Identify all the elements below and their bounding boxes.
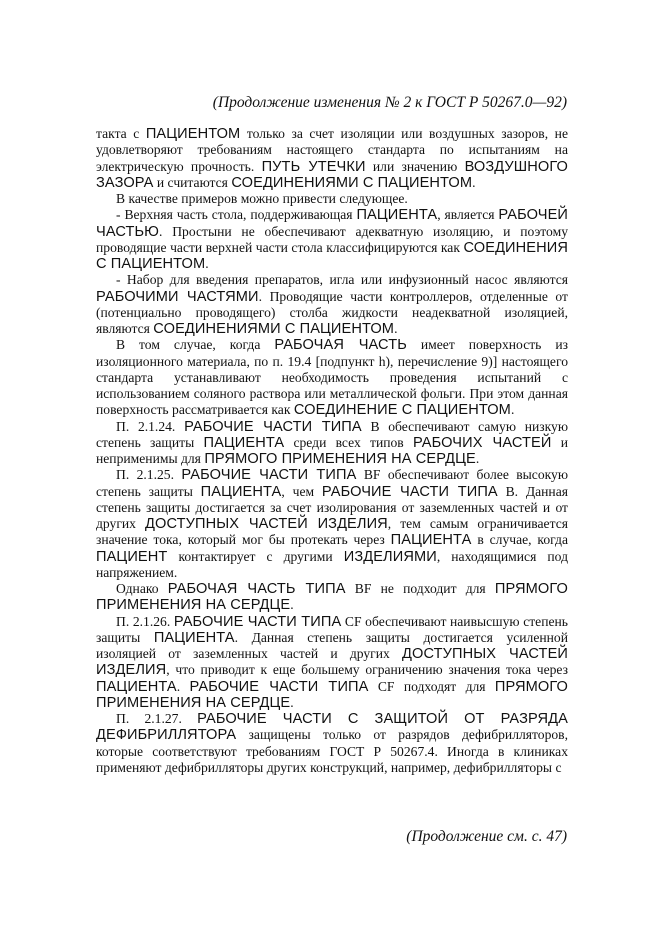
- text-run: имеет поверхность из изоляционного материала, по п. 19.4 [подпункт h), перечисление 9)] настоящего стандарта устанавливают необходимость проведения испытаний с использованием соляного раствора или металлической фольги. При этом данная поверхность рассматривается как: [96, 337, 568, 418]
- defined-term: РАБОЧИЕ ЧАСТИ С ЗАЩИТОЙ ОТ РАЗРЯДА ДЕФИБРИЛЛЯТОРА: [96, 711, 568, 744]
- text-run: .: [510, 402, 515, 418]
- text-run: только за счет изоляции или воздушных зазоров, не удовлетворяют требованиям настоящего стандарта по испытаниям на электрическую прочность.: [96, 126, 568, 174]
- defined-term: РАБОЧИЕ ЧАСТИ ТИПА: [181, 467, 357, 484]
- document-body: [96, 126, 568, 776]
- defined-term: ПАЦИЕНТА: [203, 434, 285, 451]
- text-run: среди всех типов: [284, 434, 413, 450]
- defined-term: РАБОЧИЕ ЧАСТИ ТИПА: [184, 418, 362, 435]
- text-run: в случае, когда: [471, 532, 568, 548]
- text-run: CF подходят для: [368, 678, 495, 694]
- text-run: , тем самым ограничивается значение тока, который мог бы протекать через: [96, 516, 568, 548]
- paragraph: [96, 126, 568, 191]
- text-run: . Проводящие части контроллеров, отделенные от (потенциально проводящего) столба жидкости неадекватной изоляцией, являются: [96, 288, 568, 336]
- text-run: П. 2.1.25.: [116, 467, 182, 483]
- paragraph: [96, 581, 568, 614]
- text-run: .: [472, 174, 476, 190]
- defined-term: РАБОЧИЕ ЧАСТИ ТИПА: [173, 613, 342, 630]
- paragraph: [96, 614, 568, 712]
- text-run: Однако: [116, 581, 168, 596]
- text-run: В обеспечивают самую низкую степень защиты: [96, 418, 568, 450]
- page-footer: (Продолжение см. с. 47): [406, 828, 567, 845]
- defined-term: СОЕДИНЕНИЯ С ПАЦИЕНТОМ: [96, 239, 568, 272]
- text-run: .: [290, 694, 294, 710]
- defined-term: ПАЦИЕНТА: [96, 678, 177, 695]
- paragraph: [96, 467, 568, 581]
- defined-term: РАБОЧАЯ ЧАСТЬ: [274, 337, 407, 354]
- defined-term: РАБОЧАЯ ЧАСТЬ ТИПА: [167, 581, 346, 597]
- text-run: .: [394, 321, 398, 336]
- paragraph: [96, 711, 568, 776]
- defined-term: ПАЦИЕНТА: [356, 207, 438, 224]
- text-run: - Верхняя часть стола, поддерживающая: [116, 207, 357, 223]
- text-run: П. 2.1.27.: [116, 711, 198, 726]
- text-run: . Простыни не обеспечивают адекватную изоляцию, и поэтому проводящие части верхней части стола классифицируются как: [96, 223, 568, 255]
- defined-term: СОЕДИНЕНИЯМИ С ПАЦИЕНТОМ: [153, 321, 395, 337]
- text-run: В том случае, когда: [116, 337, 275, 353]
- page-header: (Продолжение изменения № 2 к ГОСТ Р 50267.0—92): [212, 94, 567, 111]
- text-run: .: [205, 256, 209, 271]
- defined-term: РАБОЧИЕ ЧАСТИ ТИПА: [189, 678, 369, 695]
- defined-term: ПРЯМОГО ПРИМЕНЕНИЯ НА СЕРДЦЕ: [204, 451, 476, 467]
- defined-term: ПРЯМОГО ПРИМЕНЕНИЯ НА СЕРДЦЕ: [96, 581, 568, 614]
- defined-term: РАБОЧИХ ЧАСТЕЙ: [412, 434, 552, 451]
- text-run: П. 2.1.24.: [116, 418, 185, 434]
- defined-term: ПАЦИЕНТА: [390, 532, 472, 549]
- text-run: контактирует с другими: [167, 548, 344, 564]
- text-run: .: [290, 597, 294, 613]
- paragraph: [96, 207, 568, 272]
- paragraph: [96, 337, 568, 418]
- defined-term: СОЕДИНЕНИЕ С ПАЦИЕНТОМ: [293, 402, 511, 419]
- defined-term: ДОСТУПНЫХ ЧАСТЕЙ ИЗДЕЛИЯ: [96, 646, 568, 679]
- text-run: , что приводит к еще большему ограничению значения тока через: [166, 662, 568, 678]
- text-run: П. 2.1.26.: [116, 613, 174, 629]
- defined-term: РАБОЧИМИ ЧАСТЯМИ: [96, 288, 259, 305]
- text-run: CF обеспечивают наивысшую степень защиты: [96, 613, 568, 645]
- text-run: . Данная степень защиты достигается усиленной изоляцией от заземленных частей и других: [96, 629, 568, 661]
- defined-term: РАБОЧИЕ ЧАСТИ ТИПА: [321, 483, 498, 500]
- paragraph: [96, 191, 568, 207]
- text-run: , является: [437, 207, 499, 223]
- text-run: .: [475, 451, 480, 466]
- text-run: или значению: [365, 158, 465, 174]
- defined-term: ПУТЬ УТЕЧКИ: [261, 158, 366, 175]
- text-run: защищены только от разрядов дефибрилляторов, которые соответствуют требованиям ГОСТ Р 50267.4. Иногда в клиниках применяют дефибрилляторы других конструкций, например, дефибрилляторы с: [96, 727, 568, 775]
- defined-term: ПАЦИЕНТА: [200, 483, 282, 500]
- text-run: - Набор для введения препаратов, игла или инфузионный насос являются: [116, 272, 568, 288]
- defined-term: СОЕДИНЕНИЯМИ С ПАЦИЕНТОМ: [231, 174, 473, 191]
- defined-term: РАБОЧЕЙ ЧАСТЬЮ: [96, 207, 569, 240]
- text-run: и неприменимы для: [96, 434, 568, 466]
- defined-term: ПАЦИЕНТА: [153, 629, 235, 646]
- defined-term: ПАЦИЕНТОМ: [145, 126, 241, 142]
- defined-term: ДОСТУПНЫХ ЧАСТЕЙ ИЗДЕЛИЯ: [145, 516, 388, 532]
- paragraph: [96, 419, 568, 468]
- paragraph: [96, 272, 568, 337]
- text-run: BF не подходит для: [345, 581, 495, 596]
- text-run: , чем: [281, 483, 322, 499]
- text-run: такта с: [96, 126, 146, 141]
- text-run: В качестве примеров можно привести следующее.: [116, 191, 408, 206]
- defined-term: ПРЯМОГО ПРИМЕНЕНИЯ НА СЕРДЦЕ: [96, 678, 568, 711]
- text-run: В. Данная степень защиты достигается за счет изолирования от заземленных частей и от других: [96, 483, 568, 531]
- text-run: BF обеспечивают более высокую степень защиты: [96, 467, 568, 499]
- defined-term: ИЗДЕЛИЯМИ: [343, 548, 437, 565]
- text-run: .: [176, 678, 190, 694]
- defined-term: ПАЦИЕНТ: [96, 548, 168, 565]
- text-run: и считаются: [153, 174, 232, 190]
- text-run: , находящимися под напряжением.: [96, 548, 568, 580]
- defined-term: ВОЗДУШНОГО ЗАЗОРА: [96, 158, 568, 191]
